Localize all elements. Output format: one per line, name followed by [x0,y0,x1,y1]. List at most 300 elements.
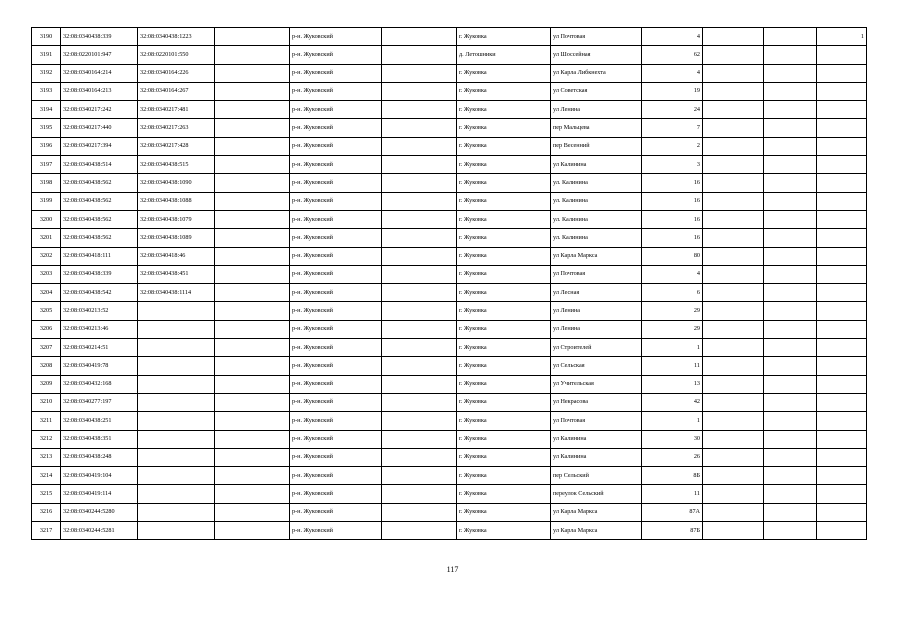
cell-col-6 [382,302,457,320]
cell-col-6 [382,156,457,174]
cell-col-10 [703,284,764,302]
cell-street: ул Некрасова [551,393,642,411]
cell-locality: г. Жуковка [457,412,551,430]
cell-house-number: 29 [642,302,703,320]
cell-cadastral-number: 32:08:0340164:214 [61,64,138,82]
cell-col-10 [703,64,764,82]
cell-col-4 [215,174,290,192]
table-row [32,430,867,448]
cell-cadastral-number: 32:08:0340419:114 [61,485,138,503]
cell-parent-cadastral-number: 32:08:0340217:481 [138,101,215,119]
cell-col-6 [382,247,457,265]
cell-locality: г. Жуковка [457,192,551,210]
cell-col-12 [817,302,867,320]
table-row [32,64,867,82]
cell-parent-cadastral-number [138,393,215,411]
cell-district: р-н. Жуковский [290,192,382,210]
cell-col-12 [817,64,867,82]
cell-locality: д. Летошники [457,46,551,64]
cell-row-number: 3195 [32,119,61,137]
cell-col-6 [382,522,457,540]
cell-district: р-н. Жуковский [290,229,382,247]
table-row [32,284,867,302]
cell-col-6 [382,137,457,155]
table-row [32,503,867,521]
cell-locality: г. Жуковка [457,503,551,521]
cell-col-12 [817,101,867,119]
cell-parent-cadastral-number: 32:08:0340438:1088 [138,192,215,210]
cell-col-11 [764,485,817,503]
table-row [32,375,867,393]
cell-house-number: 29 [642,320,703,338]
cell-col-11 [764,302,817,320]
cell-parent-cadastral-number [138,448,215,466]
cell-district: р-н. Жуковский [290,302,382,320]
cell-col-4 [215,28,290,46]
cell-col-6 [382,467,457,485]
cell-row-number: 3198 [32,174,61,192]
cell-col-11 [764,156,817,174]
cell-col-12 [817,82,867,100]
cell-district: р-н. Жуковский [290,448,382,466]
cell-col-12 [817,156,867,174]
cell-parent-cadastral-number [138,302,215,320]
cell-col-11 [764,430,817,448]
cell-col-12 [817,522,867,540]
cell-locality: г. Жуковка [457,320,551,338]
cell-row-number: 3202 [32,247,61,265]
cell-house-number: 16 [642,210,703,228]
cell-house-number: 62 [642,46,703,64]
cell-col-4 [215,448,290,466]
cell-locality: г. Жуковка [457,302,551,320]
cell-district: р-н. Жуковский [290,64,382,82]
cell-locality: г. Жуковка [457,156,551,174]
table-row [32,229,867,247]
cell-house-number: 42 [642,393,703,411]
cell-parent-cadastral-number [138,339,215,357]
cell-col-12 [817,265,867,283]
table-row [32,137,867,155]
cell-col-6 [382,28,457,46]
cell-house-number: 26 [642,448,703,466]
cell-street: ул Учительская [551,375,642,393]
cell-col-12 [817,339,867,357]
page-number: 117 [446,565,459,574]
cell-col-11 [764,64,817,82]
table-row [32,485,867,503]
cell-col-11 [764,82,817,100]
cell-col-4 [215,247,290,265]
cell-row-number: 3191 [32,46,61,64]
cell-cadastral-number: 32:08:0340438:562 [61,192,138,210]
cell-col-10 [703,210,764,228]
cell-col-4 [215,229,290,247]
cell-col-10 [703,247,764,265]
cell-house-number: 8Б [642,467,703,485]
cell-col-12 [817,320,867,338]
cell-cadastral-number: 32:08:0340418:111 [61,247,138,265]
cell-row-number: 3213 [32,448,61,466]
cell-street: пер Сельский [551,467,642,485]
cell-col-12 [817,210,867,228]
cell-parent-cadastral-number [138,485,215,503]
cell-parent-cadastral-number: 32:08:0340438:451 [138,265,215,283]
cell-col-10 [703,28,764,46]
cell-col-6 [382,412,457,430]
cell-col-11 [764,229,817,247]
cell-col-10 [703,156,764,174]
cell-street: ул Карла Маркса [551,247,642,265]
cell-col-10 [703,137,764,155]
cell-locality: г. Жуковка [457,448,551,466]
cell-house-number: 30 [642,430,703,448]
cell-cadastral-number: 32:08:0340438:339 [61,28,138,46]
cell-col-4 [215,339,290,357]
cell-col-12 [817,46,867,64]
cell-cadastral-number: 32:08:0340244:5280 [61,503,138,521]
cell-col-11 [764,412,817,430]
cell-col-12 [817,375,867,393]
cell-col-6 [382,210,457,228]
cell-parent-cadastral-number: 32:08:0340217:263 [138,119,215,137]
cell-col-11 [764,522,817,540]
table-row [32,192,867,210]
cell-col-11 [764,339,817,357]
table-row [32,46,867,64]
cell-col-4 [215,485,290,503]
cell-street: ул Сельская [551,357,642,375]
cell-cadastral-number: 32:08:0340432:168 [61,375,138,393]
cell-district: р-н. Жуковский [290,430,382,448]
cell-row-number: 3210 [32,393,61,411]
cell-col-4 [215,375,290,393]
cell-col-6 [382,284,457,302]
cell-house-number: 4 [642,28,703,46]
cell-col-4 [215,46,290,64]
cell-col-10 [703,46,764,64]
cell-col-4 [215,210,290,228]
cell-col-4 [215,119,290,137]
cell-col-10 [703,393,764,411]
cell-col-6 [382,320,457,338]
land-registry-table [31,27,867,540]
cell-col-6 [382,357,457,375]
table-row [32,339,867,357]
cell-locality: г. Жуковка [457,375,551,393]
cell-cadastral-number: 32:08:0340214:51 [61,339,138,357]
cell-street: ул Карла Либкнехта [551,64,642,82]
cell-col-11 [764,284,817,302]
cell-locality: г. Жуковка [457,247,551,265]
cell-parent-cadastral-number [138,522,215,540]
cell-house-number: 16 [642,192,703,210]
cell-street: ул Почтовая [551,265,642,283]
cell-col-11 [764,265,817,283]
cell-col-11 [764,28,817,46]
cell-house-number: 11 [642,357,703,375]
cell-street: переулок Сельский [551,485,642,503]
cell-street: ул Калинина [551,156,642,174]
cell-district: р-н. Жуковский [290,320,382,338]
cell-parent-cadastral-number [138,467,215,485]
cell-locality: г. Жуковка [457,357,551,375]
cell-district: р-н. Жуковский [290,357,382,375]
cell-col-6 [382,339,457,357]
cell-col-10 [703,448,764,466]
cell-col-4 [215,137,290,155]
cell-parent-cadastral-number: 32:08:0340438:1223 [138,28,215,46]
cell-col-4 [215,412,290,430]
cell-locality: г. Жуковка [457,137,551,155]
cell-district: р-н. Жуковский [290,503,382,521]
cell-parent-cadastral-number [138,357,215,375]
cell-cadastral-number: 32:08:0340438:542 [61,284,138,302]
cell-parent-cadastral-number: 32:08:0340164:226 [138,64,215,82]
cell-district: р-н. Жуковский [290,393,382,411]
cell-district: р-н. Жуковский [290,156,382,174]
cell-col-6 [382,174,457,192]
cell-house-number: 24 [642,101,703,119]
cell-col-10 [703,375,764,393]
cell-col-10 [703,503,764,521]
cell-house-number: 16 [642,229,703,247]
cell-cadastral-number: 32:08:0340438:562 [61,210,138,228]
cell-cadastral-number: 32:08:0340438:351 [61,430,138,448]
cell-col-11 [764,247,817,265]
cell-locality: г. Жуковка [457,467,551,485]
cell-cadastral-number: 32:08:0340419:78 [61,357,138,375]
cell-cadastral-number: 32:08:0340244:5281 [61,522,138,540]
cell-row-number: 3192 [32,64,61,82]
cell-parent-cadastral-number: 32:08:0340438:1114 [138,284,215,302]
table-row [32,393,867,411]
cell-col-12 [817,485,867,503]
cell-parent-cadastral-number: 32:08:0340438:1090 [138,174,215,192]
cell-col-12 [817,503,867,521]
cell-col-4 [215,156,290,174]
cell-house-number: 7 [642,119,703,137]
cell-col-6 [382,503,457,521]
cell-row-number: 3197 [32,156,61,174]
cell-col-11 [764,174,817,192]
cell-col-10 [703,485,764,503]
cell-street: ул Лесная [551,284,642,302]
cell-street: ул Ленина [551,101,642,119]
cell-col-4 [215,64,290,82]
cell-col-12 [817,284,867,302]
cell-street: ул Советская [551,82,642,100]
cell-district: р-н. Жуковский [290,375,382,393]
cell-street: ул Строителей [551,339,642,357]
cell-col-12 [817,174,867,192]
cell-col-4 [215,467,290,485]
cell-cadastral-number: 32:08:0340438:562 [61,174,138,192]
cell-col-4 [215,357,290,375]
cell-locality: г. Жуковка [457,430,551,448]
cell-district: р-н. Жуковский [290,265,382,283]
cell-col-12: 1 [817,28,867,46]
cell-col-4 [215,503,290,521]
cell-col-12 [817,467,867,485]
cell-row-number: 3207 [32,339,61,357]
cell-street: ул Ленина [551,320,642,338]
table-row [32,302,867,320]
cell-cadastral-number: 32:08:0340217:440 [61,119,138,137]
cell-parent-cadastral-number: 32:08:0340438:1079 [138,210,215,228]
cell-cadastral-number: 32:08:0340277:197 [61,393,138,411]
cell-row-number: 3200 [32,210,61,228]
cell-col-6 [382,430,457,448]
cell-col-10 [703,229,764,247]
cell-street: ул Почтовая [551,412,642,430]
cell-house-number: 1 [642,339,703,357]
cell-street: ул Почтовая [551,28,642,46]
cell-col-6 [382,82,457,100]
cell-district: р-н. Жуковский [290,46,382,64]
cell-col-4 [215,320,290,338]
cell-col-10 [703,412,764,430]
cell-street: пер Мальцева [551,119,642,137]
cell-col-6 [382,119,457,137]
cell-col-11 [764,137,817,155]
cell-cadastral-number: 32:08:0340438:514 [61,156,138,174]
cell-locality: г. Жуковка [457,64,551,82]
cell-row-number: 3208 [32,357,61,375]
cell-house-number: 3 [642,156,703,174]
cell-col-12 [817,119,867,137]
cell-street: ул. Калинина [551,210,642,228]
table-row [32,210,867,228]
cell-locality: г. Жуковка [457,522,551,540]
cell-col-4 [215,82,290,100]
cell-cadastral-number: 32:08:0340438:562 [61,229,138,247]
cell-col-11 [764,393,817,411]
cell-col-6 [382,265,457,283]
cell-district: р-н. Жуковский [290,467,382,485]
cell-district: р-н. Жуковский [290,82,382,100]
cell-house-number: 4 [642,64,703,82]
cell-street: ул Шоссейная [551,46,642,64]
cell-cadastral-number: 32:08:0340213:46 [61,320,138,338]
cell-col-10 [703,119,764,137]
cell-col-4 [215,192,290,210]
cell-col-11 [764,101,817,119]
cell-cadastral-number: 32:08:0220101:947 [61,46,138,64]
cell-col-12 [817,137,867,155]
cell-district: р-н. Жуковский [290,247,382,265]
cell-col-6 [382,393,457,411]
table-row [32,101,867,119]
table-row [32,82,867,100]
cell-district: р-н. Жуковский [290,174,382,192]
cell-col-10 [703,467,764,485]
cell-col-4 [215,522,290,540]
cell-house-number: 2 [642,137,703,155]
cell-col-11 [764,210,817,228]
cell-col-10 [703,192,764,210]
cell-cadastral-number: 32:08:0340438:248 [61,448,138,466]
cell-house-number: 6 [642,284,703,302]
cell-col-12 [817,412,867,430]
cell-district: р-н. Жуковский [290,522,382,540]
cell-district: р-н. Жуковский [290,284,382,302]
cell-parent-cadastral-number: 32:08:0340418:46 [138,247,215,265]
cell-cadastral-number: 32:08:0340217:394 [61,137,138,155]
cell-row-number: 3217 [32,522,61,540]
cell-col-10 [703,320,764,338]
cell-col-10 [703,174,764,192]
cell-cadastral-number: 32:08:0340213:52 [61,302,138,320]
table-row [32,156,867,174]
cell-district: р-н. Жуковский [290,339,382,357]
cell-street: пер Весенний [551,137,642,155]
table-row [32,448,867,466]
cell-col-4 [215,101,290,119]
table-row [32,320,867,338]
cell-locality: г. Жуковка [457,229,551,247]
cell-street: ул Ленина [551,302,642,320]
cell-house-number: 13 [642,375,703,393]
cell-street: ул Калинина [551,430,642,448]
cell-parent-cadastral-number [138,320,215,338]
cell-row-number: 3196 [32,137,61,155]
table-row [32,119,867,137]
cell-row-number: 3199 [32,192,61,210]
cell-col-6 [382,229,457,247]
cell-parent-cadastral-number: 32:08:0340438:1089 [138,229,215,247]
cell-parent-cadastral-number: 32:08:0340217:428 [138,137,215,155]
cell-col-6 [382,46,457,64]
cell-col-11 [764,503,817,521]
table-row [32,467,867,485]
cell-col-10 [703,339,764,357]
cell-district: р-н. Жуковский [290,210,382,228]
table-row [32,412,867,430]
cell-col-12 [817,393,867,411]
cell-street: ул Карла Маркса [551,503,642,521]
cell-parent-cadastral-number [138,503,215,521]
cell-locality: г. Жуковка [457,284,551,302]
cell-col-11 [764,357,817,375]
table-row [32,522,867,540]
cell-house-number: 87Б [642,522,703,540]
cell-col-4 [215,284,290,302]
cell-row-number: 3190 [32,28,61,46]
cell-parent-cadastral-number: 32:08:0340438:515 [138,156,215,174]
cell-street: ул. Калинина [551,174,642,192]
cell-parent-cadastral-number: 32:08:0220101:550 [138,46,215,64]
cell-row-number: 3211 [32,412,61,430]
cell-col-12 [817,229,867,247]
cell-row-number: 3212 [32,430,61,448]
cell-house-number: 87А [642,503,703,521]
cell-col-4 [215,393,290,411]
cell-row-number: 3203 [32,265,61,283]
cell-col-4 [215,302,290,320]
cell-col-6 [382,375,457,393]
cell-col-6 [382,448,457,466]
cell-col-12 [817,192,867,210]
cell-col-10 [703,101,764,119]
cell-locality: г. Жуковка [457,119,551,137]
cell-street: ул Карла Маркса [551,522,642,540]
cell-col-10 [703,302,764,320]
cell-row-number: 3216 [32,503,61,521]
cell-col-11 [764,192,817,210]
cell-locality: г. Жуковка [457,28,551,46]
cell-row-number: 3201 [32,229,61,247]
